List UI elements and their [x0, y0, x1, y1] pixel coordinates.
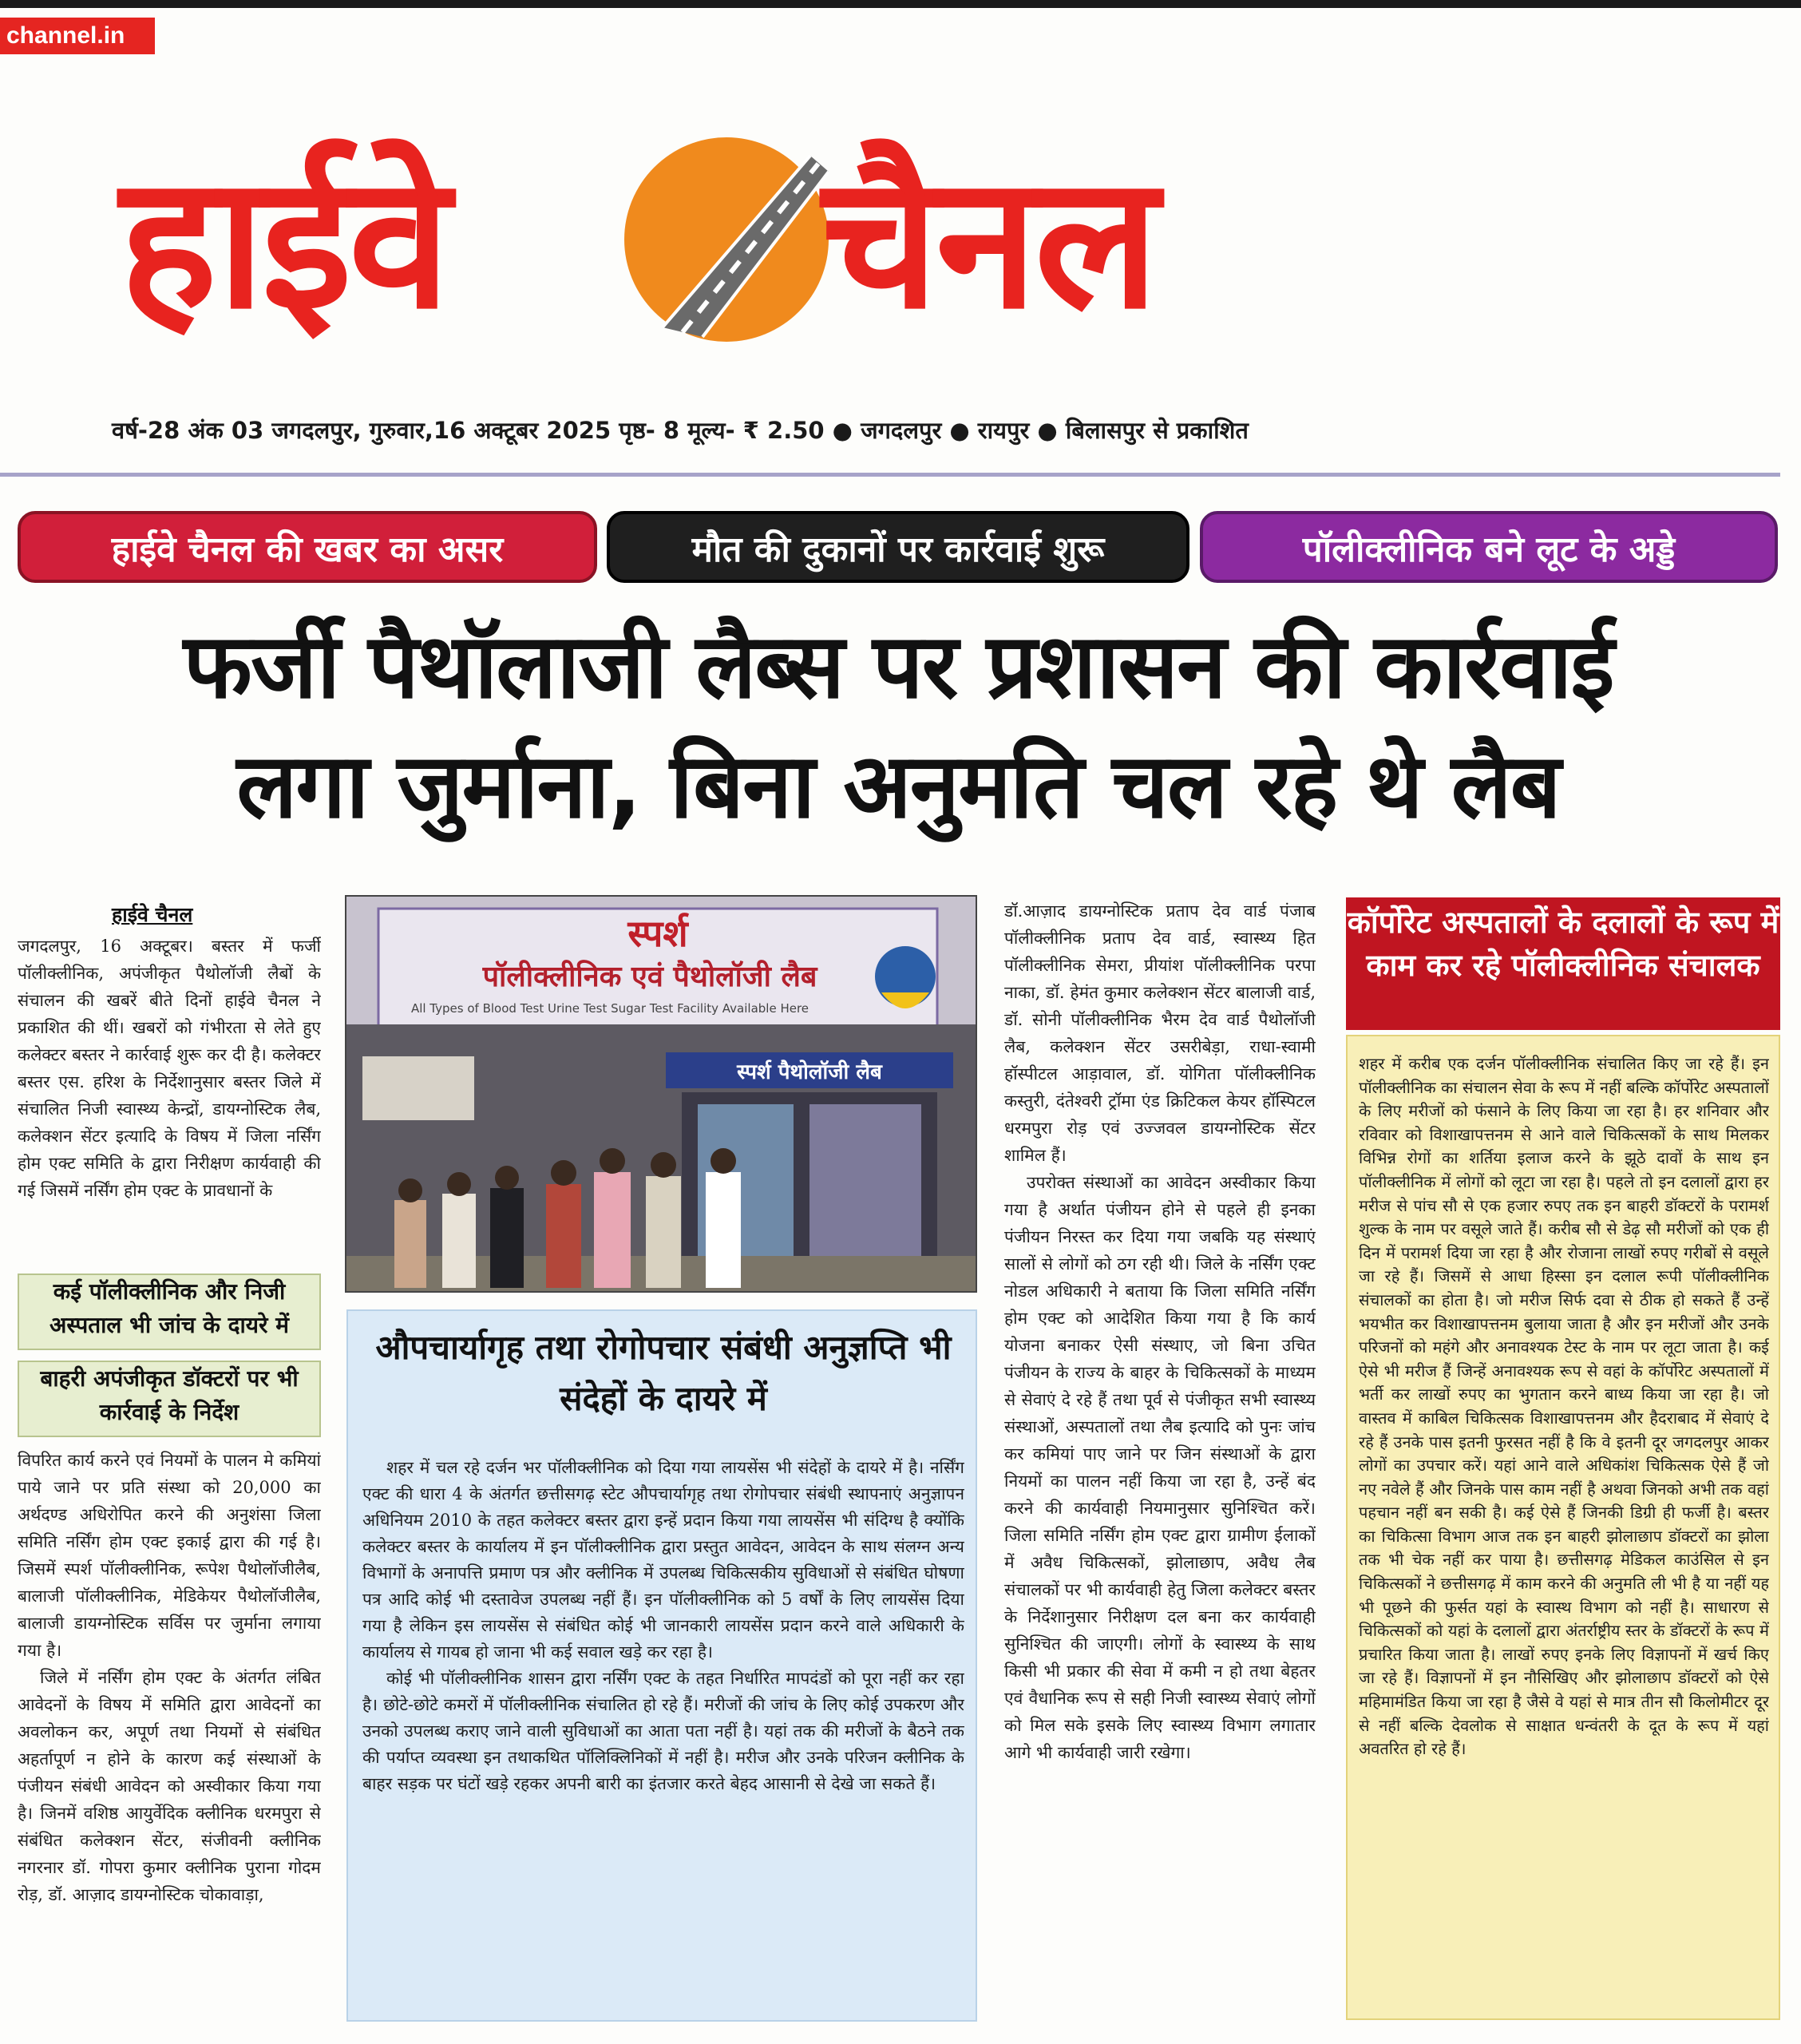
- subhead-box-1: कई पॉलीक्लीनिक और निजी अस्पताल भी जांच के दायरे में: [18, 1274, 321, 1350]
- column-3-para-2: उपरोक्त संस्थाओं का आवेदन अस्वीकार किया गया है अर्थात पंजीयन होने से पहले ही इनका पंजीयन निरस्त कर दिया गया जबकि यह संस्थाएं सालों से लोगों को ठग रही थी। जिले के नर्सिंग एक्ट नोडल अधिकारी ने बताया कि जिला समिति नर्सिंग होम एक्ट को आदेशित किया गया है कि कार्य योजना बनाकर ऐसी संस्थाए, जो बिना उचित पंजीयन के राज्य के बाहर के चिकित्सकों के माध्यम से सेवाएं दे रहे हैं तथा पूर्व से पंजीकृत सभी स्वास्थ्य संस्थाओं, अस्पतालों तथा लैब इत्यादि को पुनः जांच कर कमियां पाए जाने पर जिन संस्थाओं के द्वारा नियमों का पालन नहीं किया जा रहा है, उन्हें बंद करने की कार्यवाही नियमानुसार सुनिश्चित करें। जिला समिति नर्सिंग होम एक्ट द्वारा ग्रामीण ईलाकों में अवैध चिकित्सकों, झोलाछाप, अवैध लैब संचालकों पर भी कार्यवाही हेतु जिला कलेक्टर बस्तर के निर्देशानुसार निरीक्षण दल बना कर कार्यवाही सुनिश्चित की जाएगी। लोगों के स्वास्थ्य के साथ किसी भी प्रकार की सेवा में कमी न हो तथा बेहतर एवं वैधानिक रूप से सही निजी स्वास्थ्य सेवाएं लोगों को मिल सके इसके लिए स्वास्थ्य विभाग लगातार आगे भी कार्यवाही जारी रखेगा।: [1004, 1173, 1316, 1762]
- top-border: [0, 0, 1801, 8]
- photo-sign-lower: स्पर्श पैथोलॉजी लैब: [737, 1060, 882, 1084]
- blue-sidebar-box: [346, 1309, 977, 2022]
- tag-pill-action: मौत की दुकानों पर कार्रवाई शुरू: [607, 511, 1189, 583]
- blue-box-para-1: शहर में चल रहे दर्जन भर पॉलीक्लीनिक को दिया गया लायसेंस भी संदेहों के दायरे में है। नर्सिंग एक्ट की धारा 4 के अंतर्गत छत्तीसगढ़ स्टेट औपचार्यागृह तथा रोगोपचार संबंधी स्थापनाएं अनुज्ञापन अधिनियम 2010 के तहत कलेक्टर बस्तर द्वारा इन्हें प्रदान किया गया लायसेंस भी संदिग्ध है क्योंकि कलेक्टर बस्तर के कार्यालय में इन पॉलीक्लीनिक द्वारा प्रस्तुत आवेदन, आवेदन के साथ संलग्न अन्य विभागों के अनापत्ति प्रमाण पत्र और क्लीनिक में उपलब्ध चिकित्सकीय सुविधाओं से संबंधित घोषणा पत्र आदि कोई भी दस्तावेज उपलब्ध नहीं हैं। इन पॉलीक्लीनिक को 5 वर्षों के लिए लायसेंस दिया गया है लेकिन इस लायसेंस से संबंधित कोई भी जानकारी लायसेंस प्रदान करने वाले अधिकारी के कार्यालय से गायब हो जाना भी कई सवाल खड़े कर रहा है।: [362, 1458, 964, 1662]
- column-1-intro: [18, 933, 321, 1233]
- separator-line: [0, 473, 1780, 477]
- site-url-badge[interactable]: channel.in: [0, 18, 155, 54]
- column-1-para-2: विपरित कार्य करने एवं नियमों के पालन मे कमियां पाये जाने पर प्रति संस्था को 20,000 का अर्थदण्ड अधिरोपित करने की अनुशंसा जिला समिति नर्सिंग होम एक्ट इकाई द्वारा की गई है। जिसमें स्पर्श पॉलीक्लीनिक, रूपेश पैथोलॉजीलैब, बालाजी पॉलीक्लीनिक, मेडिकेयर पैथोलॉजीलैब, बालाजी डायग्नोस्टिक सर्विस पर जुर्माना लगाया गया है।: [18, 1451, 321, 1660]
- headline-line-1: फर्जी पैथॉलाजी लैब्स पर प्रशासन की कार्रवाई: [183, 615, 1613, 719]
- tag-pill-impact: हाईवे चैनल की खबर का असर: [18, 511, 597, 583]
- road-sun-logo-icon: [615, 128, 838, 351]
- photo-sign-sub: All Types of Blood Test Urine Test Sugar Test Facility Available Here: [410, 1001, 809, 1016]
- news-photo-clinic: [345, 895, 977, 1293]
- yellow-story-box: [1346, 1035, 1780, 2020]
- column-4-red-heading: कॉर्पोरेट अस्पतालों के दलालों के रूप में काम कर रहे पॉलीक्लीनिक संचालक: [1346, 897, 1780, 1030]
- tag-pill-polyclinic: पॉलीक्लीनिक बने लूट के अड्डे: [1200, 511, 1778, 583]
- column-1-body: [18, 1447, 321, 2012]
- masthead-word-left: हाईवे: [120, 137, 448, 350]
- masthead: [120, 112, 1317, 375]
- column-3: [1004, 897, 1316, 2012]
- column-1-para-1: जगदलपुर, 16 अक्टूबर। बस्तर में फर्जी पॉलीक्लीनिक, अपंजीकृत पैथोलॉजी लैबों के संचालन की खबरें बीते दिनों हाईवे चैनल ने प्रकाशित की थीं। खबरों को गंभीरता से लेते हुए कलेक्टर बस्तर ने कार्रवाई शुरू कर दी है। कलेक्टर बस्तर एस. हरिश के निर्देशानुसार बस्तर जिले में संचालित निजी स्वास्थ्य केन्द्रों, डायग्नोस्टिक लैब, कलेक्शन सेंटर इत्यादि के विषय में जिला नर्सिंग होम एक्ट समिति के द्वारा निरीक्षण कार्यवाही की गई जिसमें नर्सिंग होम एक्ट के प्रावधानों के: [18, 937, 321, 1200]
- column-1-para-3: जिले में नर्सिंग होम एक्ट के अंतर्गत लंबित आवेदनों के विषय में समिति द्वारा आवेदनों का अवलोकन कर, अपूर्ण तथा नियमों से संबंधित अहर्तापूर्ण न होने के कारण कई संस्थाओं के पंजीयन संबंधी आवेदन को अस्वीकार किया गया है। जिनमें वशिष्ठ आयुर्वेदिक क्लीनिक धरमपुरा से संबंधित कलेक्शन सेंटर, संजीवनी क्लीनिक नगरनार डॉ. गोपरा कुमार क्लीनिक पुराना गोदम रोड़, डॉ. आज़ाद डायग्नोस्टिक चोकावाड़ा,: [18, 1668, 321, 1904]
- blue-box-text: [362, 1455, 964, 2014]
- photo-sign-top: स्पर्श: [627, 912, 688, 955]
- yellow-box-text: शहर में करीब एक दर्जन पॉलीक्लीनिक संचालित किए जा रहे हैं। इन पॉलीक्लीनिक का संचालन सेवा के रूप में नहीं बल्कि कॉर्पोरेट अस्पतालों के लिए मरीजों को फंसाने के लिए किया जा रहा है। हर शनिवार और रविवार को विशाखापत्तनम से आने वाले चिकित्सकों के साथ मिलकर विभिन्न रोगों का शर्तिया इलाज करने के झूठे दावों के साथ इन पॉलीक्लीनिक में लोगों को लूटा जा रहा है। पहले तो इन दलालों द्वारा हर मरीज से पांच सौ से एक हजार रुपए तक इन बाहरी डॉक्टरों के परामर्श शुल्क के नाम पर वसूले जाते हैं। करीब सौ से डेढ़ सौ मरीजों को एक ही दिन में परामर्श दिया जा रहा है और रोजाना लाखों रुपए गरीबों से वसूले जा रहे हैं। जिसमें से आधा हिस्सा इन दलाल रूपी पॉलीक्लीनिक संचालकों का होता है। जो मरीज सिर्फ दवा से ठीक हो सकते हैं उन्हें भयभीत कर विशाखापत्तनम बुलाया जाता है और इन मरीजों और उनके परिजनों को महंगे और अनावश्यक टेस्ट के नाम पर लूटा जाता है। कई ऐसे भी मरीज हैं जिन्हें अनावश्यक रूप से वहां के कॉर्पोरेट अस्पतालों में भर्ती कर लाखों रुपए का भुगतान करने बाध्य किया जा रहा है। जो वास्तव में काबिल चिकित्सक विशाखापत्तनम और हैदराबाद में सेवाएं दे रहे हैं उनके पास इतनी फुरसत नहीं है कि वे इतनी दूर जगदलपुर आकर लोगों का उपचार करें। यहां आने वाले अधिकांश चिकित्सक ऐसे हैं जो नए नवेले हैं और जिनके पास काम नहीं है अथवा जिनको अभी तक वहां पहचान नहीं बन सकी है। कई ऐसे हैं जिनकी डिग्री ही फर्जी है। बस्तर का चिकित्सा विभाग आज तक इन बाहरी झोलाछाप डॉक्टरों का झोला तक भी चेक नहीं कर पाया है। छत्तीसगढ़ मेडिकल काउंसिल से इन चिकित्सकों ने छत्तीसगढ़ में काम करने की अनुमति ली भी है या नहीं यह भी पूछने की फुर्सत यहां के स्वास्थ विभाग को नहीं है। साधारण से चिकित्सकों को यहां के दलालों द्वारा अंतर्राष्ट्रीय स्तर के डॉक्टरों के रूप में प्रचारित किया जाता है। लाखों रुपए इनके लिए विज्ञापनों में खर्च किए जा रहे हैं। विज्ञापनों में इन नौसिखिए और झोलाछाप डॉक्टरों को ऐसे महिमामंडित किया जा रहा है जैसे वे यहां से मात्र तीन सौ किलोमीटर दूर से नहीं बल्कि देवलोक से साक्षात धन्वंतरी के दूत के रूप में यहां अवतरित हो रहे हैं।: [1359, 1054, 1769, 1759]
- byline: हाईवे चैनल: [112, 903, 193, 926]
- blue-box-para-2: कोई भी पॉलीक्लीनिक शासन द्वारा नर्सिंग एक्ट के तहत निर्धारित मापदंडों को पूरा नहीं कर रहा है। छोटे-छोटे कमरों में पॉलीक्लीनिक संचालित हो रहे हैं। मरीजों की जांच के लिए कोई उपकरण और उनको उपलब्ध कराए जाने वाली सुविधाओं का आता पता नहीं है। यहां तक की मरीजों के बैठने तक की पर्याप्त व्यवस्था इन तथाकथित पॉलिक्लिनिकों में नहीं है। मरीज और उनके परिजन क्लीनिक के बाहर सड़क पर घंटों खड़े रहकर अपनी बारी का इंतजार करते बेहद आसानी से देखे जा सकते हैं।: [362, 1669, 964, 1793]
- subhead-box-2: बाहरी अपंजीकृत डॉक्टरों पर भी कार्रवाई के निर्देश: [18, 1361, 321, 1437]
- masthead-word-right: चैनल: [822, 137, 1156, 350]
- blue-box-title: औपचार्यागृह तथा रोगोपचार संबंधी अनुज्ञप्ति भी संदेहों के दायरे में: [375, 1328, 952, 1418]
- dateline: वर्ष-28 अंक 03 जगदलपुर, गुरुवार,16 अक्टूबर 2025 पृष्ठ- 8 मूल्य- ₹ 2.50 ● जगदलपुर ● रायपुर ● बिलासपुर से प्रकाशित: [112, 417, 1249, 444]
- headline-line-2: लगा जुर्माना, बिना अनुमति चल रहे थे लैब: [236, 735, 1560, 838]
- column-3-para-1: डॉ.आज़ाद डायग्नोस्टिक प्रताप देव वार्ड पंजाब पॉलीक्लीनिक प्रताप देव वार्ड, स्वास्थ्य हित पॉलीक्लीनिक सेमरा, प्रीयांश पॉलीक्लीनिक परपा नाका, डॉ. हेमंत कुमार कलेक्शन सेंटर बालाजी वार्ड, डॉ. सोनी पॉलीक्लीनिक भैरम देव वार्ड पैथोलॉजी लैब, कलेक्शन सेंटर उसरीबेड़ा, राधा-स्वामी हॉस्पीटल आड़ावाल, डॉ. योगिता पॉलीक्लीनिक कस्तुरी, दंतेश्वरी ट्रॉमा एंड क्रिटिकल केयर हॉस्पिटल धरमपुरा रोड़ एवं उज्जवल डायग्नोस्टिक सेंटर शामिल हैं।: [1004, 901, 1316, 1165]
- photo-sign-main: पॉलीक्लीनिक एवं पैथोलॉजी लैब: [482, 961, 817, 993]
